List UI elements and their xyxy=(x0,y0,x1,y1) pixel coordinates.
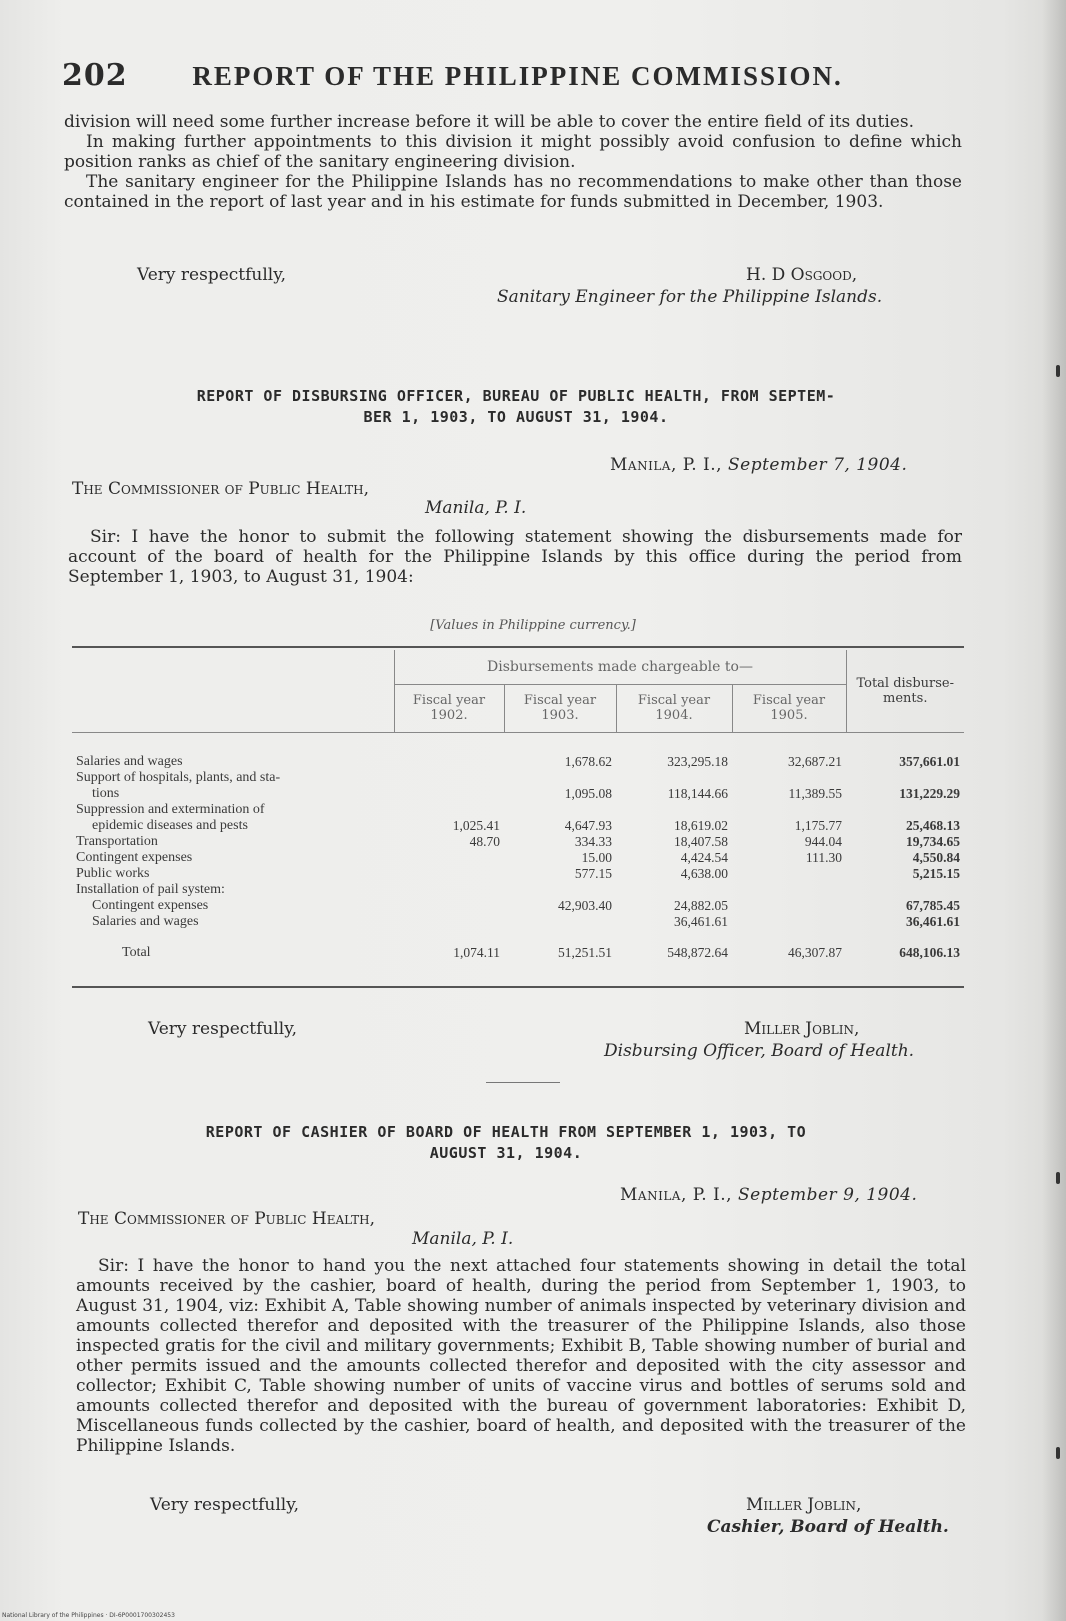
cell xyxy=(732,866,846,882)
intro-closing: Very respectfully, xyxy=(137,265,286,285)
report2-body-text: Sir: I have the honor to hand you the next attached four statements showing in detail the total amounts received by the cashier, board of health, during the period from September 1, 1903, to August 31, 1904, viz: Exhibit A, Table showing number of animals inspected by veterinary division and amounts collected therefor and deposited with the treasurer of the Philippine Islands, also those inspected gratis for the civil and military governments; Exhibit B, Table showing number of burial and other permits issued and the amounts collected therefor and deposited with the city assessor and collector; Exhibit C, Table showing number of units of vaccine virus and bottles of serums sold and amounts collected therefor and deposited with the bureau of government laboratories: Exhibit D, Miscellaneous funds collected by the cashier, board of health, and deposited with the treasurer of the Philippine Islands. xyxy=(76,1256,966,1456)
cell: 1,175.77 xyxy=(794,818,842,833)
table-row xyxy=(72,754,964,770)
table-row xyxy=(72,786,964,802)
cell: 18,619.02 xyxy=(674,818,728,833)
row-label: Public works xyxy=(76,866,150,881)
report2-date-place: Manila, P. I., xyxy=(620,1185,733,1205)
report1-date-place: Manila, P. I., xyxy=(610,455,723,475)
report2-title-line2: AUGUST 31, 1904. xyxy=(429,1144,583,1162)
cell xyxy=(394,898,504,914)
report1-date: September 7, 1904. xyxy=(728,455,908,475)
cell xyxy=(504,914,616,930)
col-header-total: Total disburse- ments. xyxy=(846,650,964,732)
row-label-cont: epidemic diseases and pests xyxy=(92,818,248,833)
report2-title-line1: REPORT OF CASHIER OF BOARD OF HEALTH FROM SEPTEMBER 1, 1903, TO xyxy=(205,1123,807,1141)
cell: 1,025.41 xyxy=(452,818,500,833)
row-label-cont: tions xyxy=(92,786,120,801)
report1-signer: Miller Joblin, xyxy=(744,1019,860,1039)
scan-footer-note: National Library of the Philippines · DI-6P0001700302453 xyxy=(2,1612,175,1619)
cell: 18,407.58 xyxy=(674,834,728,849)
cell: 48.70 xyxy=(469,834,500,849)
running-title: REPORT OF THE PHILIPPINE COMMISSION. xyxy=(192,61,843,91)
cell-total: 4,550.84 xyxy=(912,850,960,865)
report1-addressee: The Commissioner of Public Health, xyxy=(72,479,369,499)
cell xyxy=(732,914,846,930)
report1-body xyxy=(68,527,962,587)
scan-mark xyxy=(1056,1447,1060,1459)
report2-addressee-place: Manila, P. I. xyxy=(412,1229,514,1249)
table-row xyxy=(72,818,964,834)
report1-dateline xyxy=(610,455,907,475)
cell-total: 5,215.15 xyxy=(912,866,960,881)
cell-total: 131,229.29 xyxy=(899,786,960,801)
cell: 4,424.54 xyxy=(680,850,728,865)
cell xyxy=(732,898,846,914)
table-stub-header-2 xyxy=(72,684,394,732)
cell: 1,074.11 xyxy=(453,945,500,960)
cell: 118,144.66 xyxy=(667,786,728,801)
cell xyxy=(394,850,504,866)
page-number: 202 xyxy=(62,58,128,93)
report2-body xyxy=(76,1256,966,1456)
report2-signer-title: Cashier, Board of Health. xyxy=(707,1517,949,1537)
cell: 46,307.87 xyxy=(788,945,842,960)
row-label: Contingent expenses xyxy=(76,850,193,865)
intro-text xyxy=(64,112,962,212)
scan-mark xyxy=(1056,365,1060,377)
intro-paragraph-2: In making further appointments to this division it might possibly avoid confusion to define which position ranks as chief of the sanitary engineering division. xyxy=(64,132,962,172)
row-label: Transportation xyxy=(76,834,158,849)
report1-title xyxy=(66,386,966,428)
intro-paragraph-1: division will need some further increase before it will be able to cover the entire field of its duties. xyxy=(64,112,914,132)
row-label: Suppression and extermination of xyxy=(76,802,265,817)
cell: 51,251.51 xyxy=(558,945,612,960)
cell xyxy=(394,866,504,882)
cell-total: 36,461.61 xyxy=(906,914,960,929)
col-header-fy1904: Fiscal year 1904. xyxy=(616,684,732,732)
cell: 42,903.40 xyxy=(558,898,612,913)
row-label: Support of hospitals, plants, and sta- xyxy=(76,770,281,785)
report1-title-line1: REPORT OF DISBURSING OFFICER, BUREAU OF PUBLIC HEALTH, FROM SEPTEM- xyxy=(196,387,836,405)
table-top-rule xyxy=(72,646,964,648)
intro-paragraph-3: The sanitary engineer for the Philippine Islands has no recommendations to make other than those contained in the report of last year and in his estimate for funds submitted in December, 1903. xyxy=(64,172,962,212)
intro-signer-title: Sanitary Engineer for the Philippine Islands. xyxy=(497,287,883,307)
report1-addressee-place: Manila, P. I. xyxy=(425,498,527,518)
cell: 577.15 xyxy=(574,866,612,881)
section-divider xyxy=(486,1082,560,1083)
report2-title xyxy=(56,1122,956,1164)
cell-total: 67,785.45 xyxy=(906,898,960,913)
cell-total: 19,734.65 xyxy=(906,834,960,849)
report1-signer-title: Disbursing Officer, Board of Health. xyxy=(604,1041,915,1061)
total-label: Total xyxy=(122,945,151,960)
table-row xyxy=(72,802,964,818)
table-row xyxy=(72,882,964,898)
cell: 548,872.64 xyxy=(667,945,728,960)
cell: 1,678.62 xyxy=(564,754,612,769)
scan-mark xyxy=(1056,1172,1060,1184)
report1-closing: Very respectfully, xyxy=(148,1019,297,1039)
cell: 111.30 xyxy=(805,850,842,865)
table-caption: [Values in Philippine currency.] xyxy=(430,618,636,633)
cell xyxy=(394,914,504,930)
cell: 24,882.05 xyxy=(674,898,728,913)
intro-signer: H. D Osgood, xyxy=(746,265,858,285)
cell: 334.33 xyxy=(574,834,612,849)
cell xyxy=(394,786,504,802)
cell: 11,389.55 xyxy=(788,786,842,801)
report1-body-text: Sir: I have the honor to submit the following statement showing the disbursements made for account of the board of health for the Philippine Islands by this office during the period from September 1, 1903, to August 31, 1904: xyxy=(68,527,962,587)
table-total-row xyxy=(72,944,964,962)
disbursements-table xyxy=(72,650,964,962)
report2-dateline xyxy=(620,1185,917,1205)
page-header xyxy=(62,58,962,93)
report2-signer: Miller Joblin, xyxy=(746,1495,862,1515)
table-row xyxy=(72,770,964,786)
cell-grand-total: 648,106.13 xyxy=(899,945,960,960)
cell-total: 25,468.13 xyxy=(906,818,960,833)
report1-title-line2: BER 1, 1903, TO AUGUST 31, 1904. xyxy=(363,408,669,426)
row-label: Salaries and wages xyxy=(76,754,183,769)
col-header-fy1905: Fiscal year 1905. xyxy=(732,684,846,732)
page-edge-shadow xyxy=(1042,0,1066,1621)
cell-total: 357,661.01 xyxy=(899,754,960,769)
report2-addressee: The Commissioner of Public Health, xyxy=(78,1209,375,1229)
report2-closing: Very respectfully, xyxy=(150,1495,299,1515)
cell: 4,647.93 xyxy=(564,818,612,833)
table-row xyxy=(72,914,964,930)
col-header-fy1903: Fiscal year 1903. xyxy=(504,684,616,732)
cell xyxy=(394,754,504,770)
cell: 15.00 xyxy=(581,850,612,865)
table-row xyxy=(72,834,964,850)
table-bottom-rule xyxy=(72,986,964,988)
cell: 32,687.21 xyxy=(788,754,842,769)
row-label: Contingent expenses xyxy=(92,898,209,913)
table-row xyxy=(72,866,964,882)
table-body xyxy=(72,732,964,962)
table-row xyxy=(72,898,964,914)
col-header-fy1902: Fiscal year 1902. xyxy=(394,684,504,732)
row-label: Salaries and wages xyxy=(92,914,199,929)
cell: 36,461.61 xyxy=(674,914,728,929)
report2-date: September 9, 1904. xyxy=(738,1185,918,1205)
cell: 944.04 xyxy=(804,834,842,849)
cell: 4,638.00 xyxy=(680,866,728,881)
cell: 1,095.08 xyxy=(564,786,612,801)
table-row xyxy=(72,850,964,866)
cell: 323,295.18 xyxy=(667,754,728,769)
row-label: Installation of pail system: xyxy=(76,882,225,897)
table-stub-header xyxy=(72,650,394,684)
group-header: Disbursements made chargeable to— xyxy=(394,650,846,684)
